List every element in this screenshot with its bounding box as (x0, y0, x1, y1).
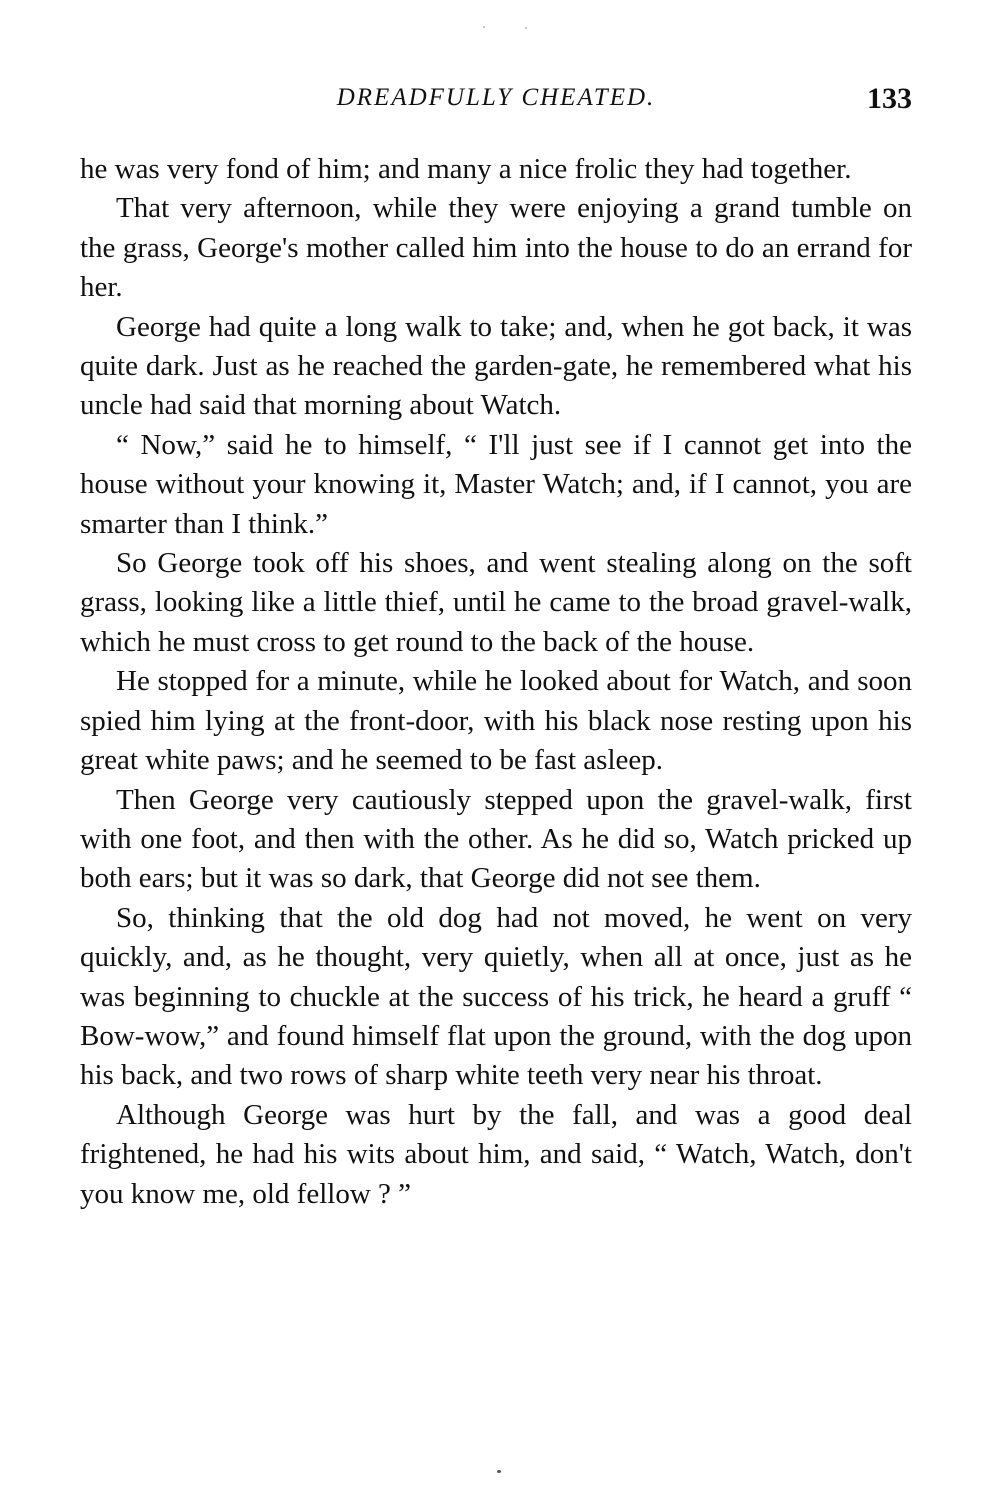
page-number: 133 (867, 82, 912, 115)
body-text (80, 150, 912, 1214)
paragraph: Although George was hurt by the fall, and was a good deal frightened, he had his wits about him, and said, “ Watch, Watch, don't you know me, old fellow ? ” (80, 1098, 912, 1210)
paragraph: He stopped for a minute, while he looked about for Watch, and soon spied him lying at the front-door, with his black nose resting upon his great white paws; and he seemed to be fast asleep. (80, 665, 912, 777)
ink-speck (483, 26, 485, 28)
paragraph: he was very fond of him; and many a nice frolic they had together. (80, 153, 852, 185)
ink-speck (497, 1470, 501, 1473)
paragraph: “ Now,” said he to himself, “ I'll just see if I cannot get into the house without your knowing it, Master Watch; and, if I cannot, you are smarter than I think.” (80, 428, 912, 540)
ink-speck (525, 27, 527, 29)
paragraph: Then George very cautiously stepped upon the gravel-walk, first with one foot, and then with the other. As he did so, Watch pricked up both ears; but it was so dark, that George did not see them. (80, 783, 912, 895)
running-title: DREADFULLY CHEATED. (336, 84, 656, 111)
paragraph: So, thinking that the old dog had not moved, he went on very quickly, and, as he thought, very quietly, when all at once, just as he was beginning to chuckle at the success of his trick, he heard a gruff “ Bow-wow,” and found himself flat upon the ground, with the dog upon his back, and two rows of sharp white teeth very near his throat. (80, 901, 912, 1092)
paragraph: So George took off his shoes, and went stealing along on the soft grass, looking like a little thief, until he came to the broad gravel-walk, which he must cross to get round to the back of the house. (80, 547, 912, 658)
paragraph: That very afternoon, while they were enjoying a grand tumble on the grass, George's mother called him into the house to do an errand for her. (80, 192, 912, 304)
paragraph: George had quite a long walk to take; and, when he got back, it was quite dark. Just as he reached the garden-gate, he remembered what his uncle had said that morning about Watch. (80, 310, 912, 422)
running-head (80, 84, 912, 124)
